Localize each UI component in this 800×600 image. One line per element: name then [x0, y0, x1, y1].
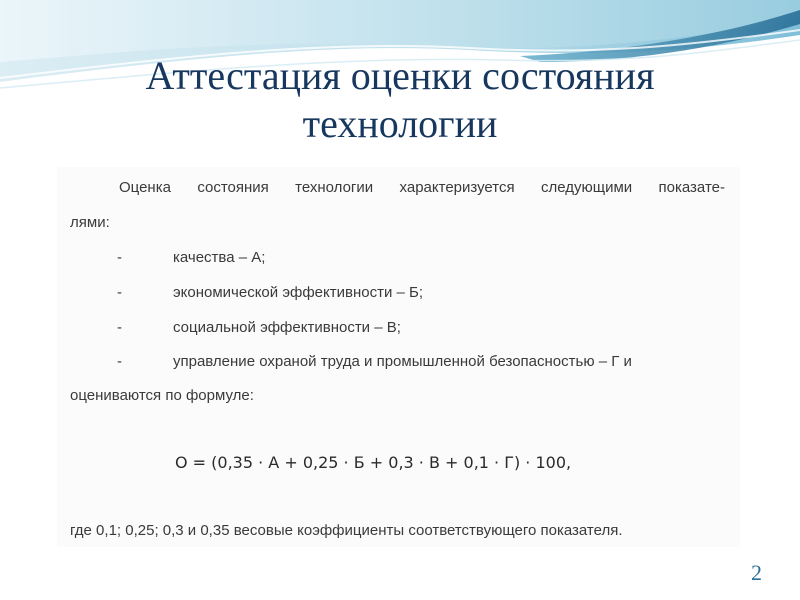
slide-title: Аттестация оценки состояния технологии — [145, 53, 655, 146]
bullet-dash: - — [117, 284, 122, 301]
intro-text-line-1: Оценка состояния технологии характеризуется следующими показате- — [119, 179, 725, 196]
bullet-dash: - — [117, 319, 122, 336]
bullet-dash: - — [117, 249, 122, 266]
indicator-text: управление охраной труда и промышленной безопасностью – Г и — [173, 353, 632, 370]
conclusion-text: оцениваются по формуле: — [70, 387, 254, 404]
weight-coefficients-note: где 0,1; 0,25; 0,3 и 0,35 весовые коэффициенты соответствующего показателя. — [70, 522, 623, 539]
indicator-text: экономической эффективности – Б; — [173, 284, 424, 301]
slide-number: 2 — [751, 560, 762, 585]
assessment-formula: О = (0,35 · А + 0,25 · Б + 0,3 · В + 0,1 · Г) · 100, — [175, 453, 572, 472]
bullet-dash: - — [117, 353, 122, 370]
intro-text-line-2: лями: — [70, 214, 110, 231]
indicator-text: социальной эффективности – В; — [173, 319, 401, 336]
indicator-text: качества – А; — [173, 249, 266, 266]
document-excerpt — [57, 167, 740, 547]
